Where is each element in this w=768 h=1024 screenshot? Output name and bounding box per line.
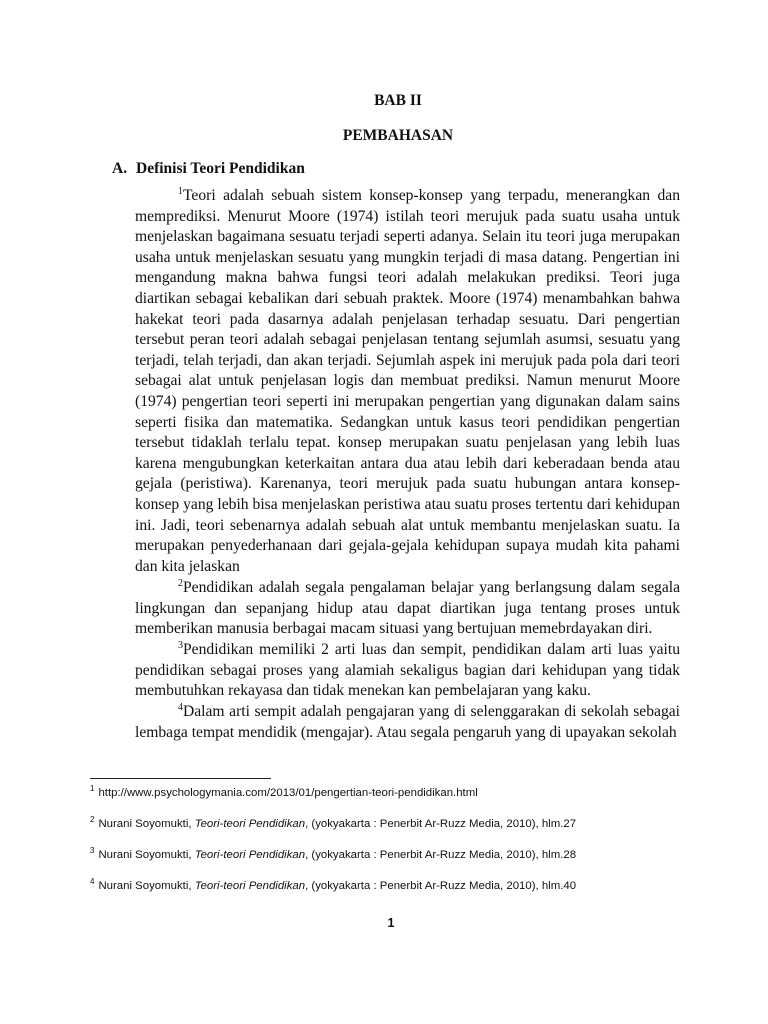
paragraph-text: Pendidikan adalah segala pengalaman belajar yang berlangsung dalam segala lingkungan dan sepanjang hidup atau dapat diartikan juga tentang proses untuk memberikan manusia berbagai macam situasi yang bertujuan memebrdayakan diri. (135, 579, 680, 638)
paragraph-text: Dalam arti sempit adalah pengajaran yang di selenggarakan di sekolah sebagai lembaga tempat mendidik (mengajar). Atau segala pengaruh yang di upayakan sekolah (135, 703, 680, 741)
paragraph-pendidikan (135, 578, 680, 640)
chapter-number: BAB II (374, 92, 422, 109)
footnote-ref-1: 1 (178, 185, 183, 197)
section-letter: A. (112, 160, 128, 177)
footnote-citation: , (yokyakarta : Penerbit Ar-Ruzz Media, 2010), hlm.40 (305, 880, 577, 892)
footnote-book-title: Teori-teori Pendidikan (194, 880, 306, 892)
footnote-separator (90, 778, 271, 779)
footnote-author: Nurani Soyomukti, (98, 818, 195, 830)
footnote-number: 1 (90, 784, 95, 794)
paragraph-arti-sempit (135, 702, 680, 743)
footnote-number: 3 (90, 846, 95, 856)
page-number: 1 (387, 916, 395, 930)
footnote-book-title: Teori-teori Pendidikan (194, 849, 306, 861)
footnote-link[interactable]: http://www.psychologymania.com/2013/01/pengertian-teori-pendidikan.html (98, 787, 478, 799)
paragraph-arti-luas (135, 640, 680, 702)
footnote-number: 2 (90, 815, 95, 825)
footnote-author: Nurani Soyomukti, (98, 880, 195, 892)
footnote-1 (90, 784, 478, 799)
footnote-3 (90, 846, 577, 861)
footnote-4 (90, 877, 577, 892)
footnote-book-title: Teori-teori Pendidikan (194, 818, 306, 830)
footnote-author: Nurani Soyomukti, (98, 849, 195, 861)
section-title: Definisi Teori Pendidikan (136, 160, 305, 177)
section-heading (112, 160, 305, 178)
footnote-citation: , (yokyakarta : Penerbit Ar-Ruzz Media, 2010), hlm.28 (305, 849, 577, 861)
footnote-citation: , (yokyakarta : Penerbit Ar-Ruzz Media, 2010), hlm.27 (305, 818, 577, 830)
footnote-ref-4: 4 (178, 701, 183, 713)
footnote-ref-2: 2 (178, 577, 183, 589)
paragraph-teori (135, 186, 680, 577)
footnote-number: 4 (90, 877, 95, 887)
paragraph-text: Teori adalah sebuah sistem konsep-konsep yang terpadu, menerangkan dan memprediksi. Menurut Moore (1974) istilah teori merujuk pada suatu usaha untuk menjelaskan bagaimana sesuatu terjadi seperti adanya. Selain itu teori juga merupakan usaha untuk menjelaskan sesuatu yang mungkin terjadi di masa datang. Pengertian ini mengandung makna bahwa fungsi teori adalah melakukan prediksi. Teori juga diartikan sebagai kebalikan dari sebuah praktek. Moore (1974) menambahkan bahwa hakekat teori pada dasarnya adalah penjelasan terhadap sesuatu. Dari pengertian tersebut peran teori adalah sebagai penjelasan tentang sejumlah asumsi, sesuatu yang terjadi, telah terjadi, dan akan terjadi. Sejumlah aspek ini merujuk pada pola dari teori sebagai alat untuk penjelasan logis dan membuat prediksi. Namun menurut Moore (1974) pengertian teori seperti ini merupakan pengertian yang digunakan dalam sains seperti fisika dan matematika. Sedangkan untuk kasus teori pendidikan pengertian tersebut tidaklah terlalu tepat. konsep merupakan suatu penjelasan yang lebih luas karena mengubungkan keterkaitan antara dua atau lebih dari keberadaan benda atau gejala (peristiwa). Karenanya, teori merujuk pada suatu hubungan antara konsep-konsep yang lebih bisa menjelaskan peristiwa atau suatu proses tertentu dari kehidupan ini. Jadi, teori sebenarnya adalah sebuah alat untuk membantu menjelaskan suatu. Ia merupakan penyederhanaan dari gejala-gejala kehidupan supaya mudah kita pahami dan kita jelaskan (135, 187, 680, 575)
chapter-title: PEMBAHASAN (342, 127, 454, 144)
footnote-2 (90, 815, 577, 830)
paragraph-text: Pendidikan memiliki 2 arti luas dan sempit, pendidikan dalam arti luas yaitu pendidikan sebagai proses yang alamiah sekaligus bagian dari kehidupan yang tidak membutuhkan rekayasa dan tidak menekan kan pembelajaran yang kaku. (135, 641, 680, 700)
footnote-ref-3: 3 (178, 639, 183, 651)
